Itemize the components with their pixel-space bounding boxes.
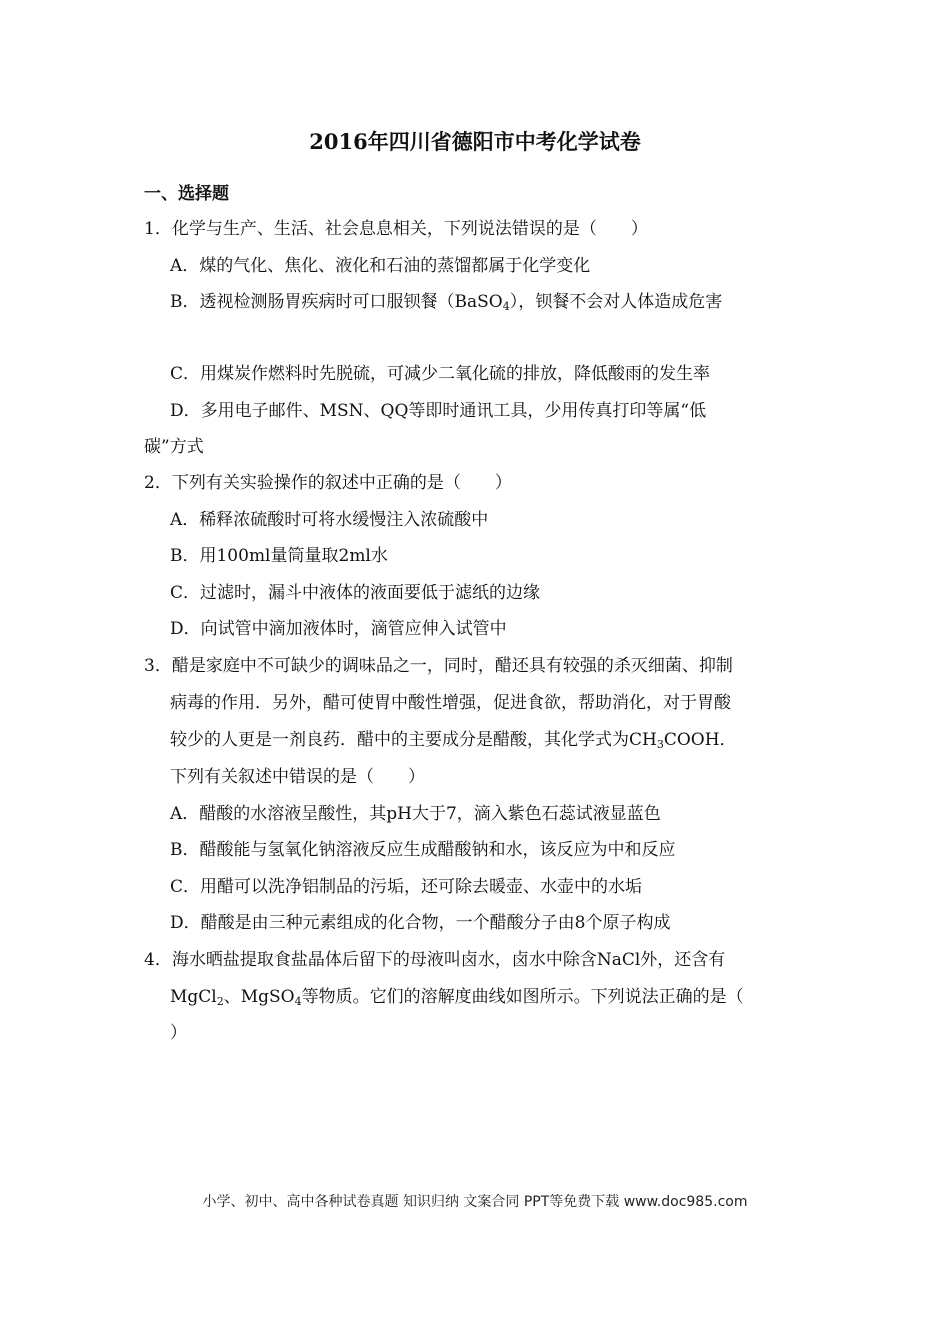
q4-stem-line3: ） (170, 1023, 187, 1043)
q2-option-d: D．向试管中滴加液体时，滴管应伸入试管中 (170, 619, 507, 639)
section-heading: 一、选择题 (144, 184, 229, 204)
q3-stem-line1: 3．醋是家庭中不可缺少的调味品之一，同时，醋还具有较强的杀灭细菌、抑制 (144, 656, 733, 676)
q2-stem: 2．下列有关实验操作的叙述中正确的是（ ） (144, 473, 512, 493)
q2-option-c: C．过滤时，漏斗中液体的液面要低于滤纸的边缘 (170, 583, 541, 603)
q1-stem: 1．化学与生产、生活、社会息息相关，下列说法错误的是（ ） (144, 219, 648, 239)
q4-stem-line2: MgCl$_2$、MgSO$_4$等物质。它们的溶解度曲线如图所示。下列说法正确的是（ (170, 987, 744, 1008)
q3-stem-line3: 较少的人更是一剂良药．醋中的主要成分是醋酸，其化学式为$CH_3COOH$． (170, 730, 737, 751)
q3-option-b: B．醋酸能与氢氧化钠溶液反应生成醋酸钠和水，该反应为中和反应 (170, 840, 676, 860)
q2-option-a: A．稀释浓硫酸时可将水缓慢注入浓硫酸中 (170, 510, 489, 530)
q3-stem-line4: 下列有关叙述中错误的是（ ） (170, 767, 425, 787)
q4-stem-line1: 4．海水晒盐提取食盐晶体后留下的母液叫卤水，卤水中除含NaCl外，还含有 (144, 950, 726, 970)
q3-option-d: D．醋酸是由三种元素组成的化合物，一个醋酸分子由8个原子构成 (170, 913, 671, 933)
page-footer: 小学、初中、高中各种试卷真题 知识归纳 文案合同 PPT等免费下载 www.doc985.com (202, 1194, 748, 1210)
q3-option-a: A．醋酸的水溶液呈酸性，其pH大于7，滴入紫色石蕊试液显蓝色 (170, 804, 661, 824)
q1-option-d-line2: 碳”方式 (144, 437, 204, 457)
page-title: 2016年四川省德阳市中考化学试卷 (309, 129, 641, 154)
q1-option-b: B．透视检测肠胃疾病时可口服钡餐（BaSO$_4$），钡餐不会对人体造成危害 (170, 292, 723, 313)
q3-stem-line2: 病毒的作用．另外，醋可使胃中酸性增强，促进食欲，帮助消化，对于胃酸 (170, 693, 731, 713)
q1-option-a: A．煤的气化、焦化、液化和石油的蒸馏都属于化学变化 (170, 256, 591, 276)
q3-option-c: C．用醋可以洗净铝制品的污垢，还可除去暖壶、水壶中的水垢 (170, 877, 643, 897)
q1-option-c: C．用煤炭作燃料时先脱硫，可减少二氧化硫的排放，降低酸雨的发生率 (170, 364, 711, 384)
q2-option-b: B．用100ml量筒量取2ml水 (170, 546, 388, 566)
q1-option-d-line1: D．多用电子邮件、MSN、QQ等即时通讯工具，少用传真打印等属“低 (170, 401, 707, 421)
